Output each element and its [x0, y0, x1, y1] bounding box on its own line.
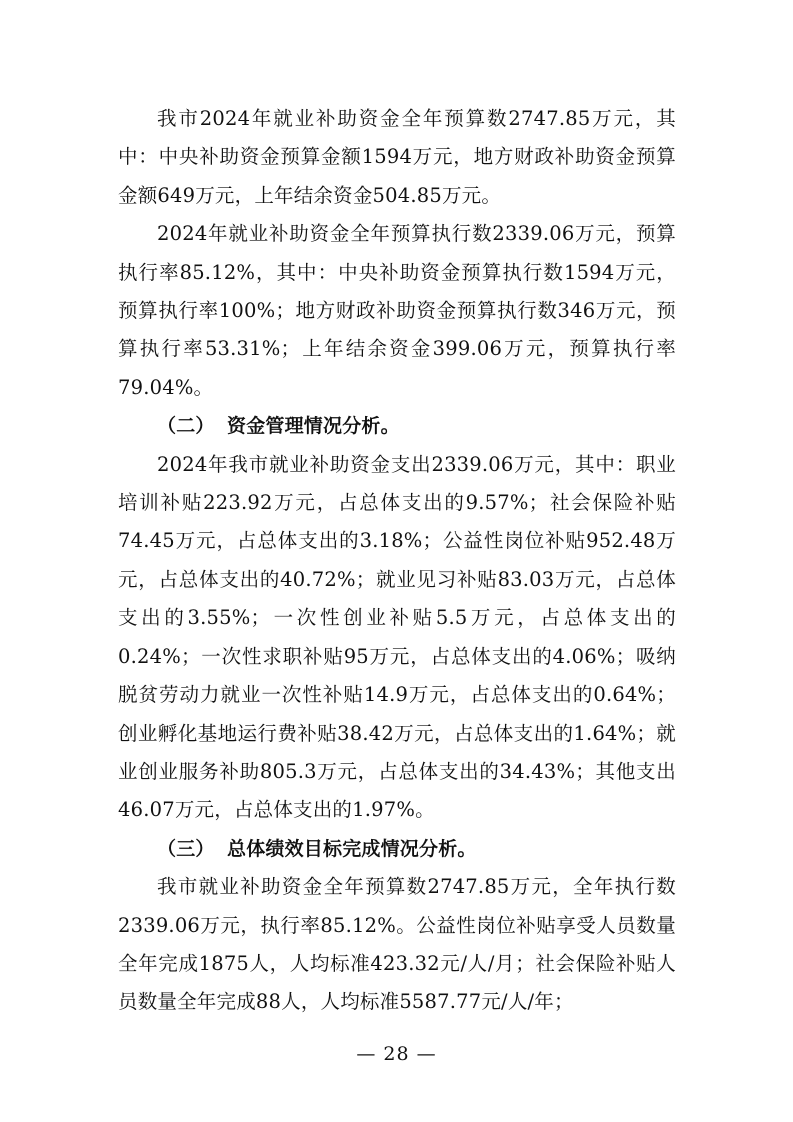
paragraph-expenditure: 2024年我市就业补助资金支出2339.06万元，其中：职业培训补贴223.92万元，占总体支出的9.57%；社会保险补贴74.45万元，占总体支出的3.18%；公益性岗位补贴952.48万元，占总体支出的40.72%；就业见习补贴83.03万元，占总体支出的3.55%；一次性创业补贴5.5万元，占总体支出的0.24%；一次性求职补贴95万元，占总体支出的4.06%；吸纳脱贫劳动力就业一次性补贴14.9万元，占总体支出的0.64%；创业孵化基地运行费补贴38.42万元，占总体支出的1.64%；就业创业服务补助805.3万元，占总体支出的34.43%；其他支出46.07万元，占总体支出的1.97%。 — [118, 452, 676, 822]
heading-number: （二） — [157, 415, 215, 438]
section-heading-3 — [118, 830, 676, 868]
heading-text: 资金管理情况分析。 — [227, 415, 400, 438]
paragraph-performance: 我市就业补助资金全年预算数2747.85万元，全年执行数2339.06万元，执行率85.12%。公益性岗位补贴享受人员数量全年完成1875人，人均标准423.32元/人/月；社会保险补贴人员数量全年完成88人，人均标准5587.77元/人/年； — [118, 875, 676, 1014]
heading-number: （三） — [157, 837, 215, 860]
section-heading-2 — [118, 407, 676, 445]
heading-text: 总体绩效目标完成情况分析。 — [227, 837, 477, 860]
paragraph-budget: 我市2024年就业补助资金全年预算数2747.85万元，其中：中央补助资金预算金额1594万元，地方财政补助资金预算金额649万元，上年结余资金504.85万元。 — [118, 107, 676, 207]
paragraph-execution: 2024年就业补助资金全年预算执行数2339.06万元，预算执行率85.12%，其中：中央补助资金预算执行数1594万元，预算执行率100%；地方财政补助资金预算执行数346万元，预算执行率53.31%；上年结余资金399.06万元，预算执行率79.04%。 — [118, 222, 676, 399]
page-number: — 28 — — [356, 1043, 437, 1065]
body-text — [118, 100, 676, 1022]
